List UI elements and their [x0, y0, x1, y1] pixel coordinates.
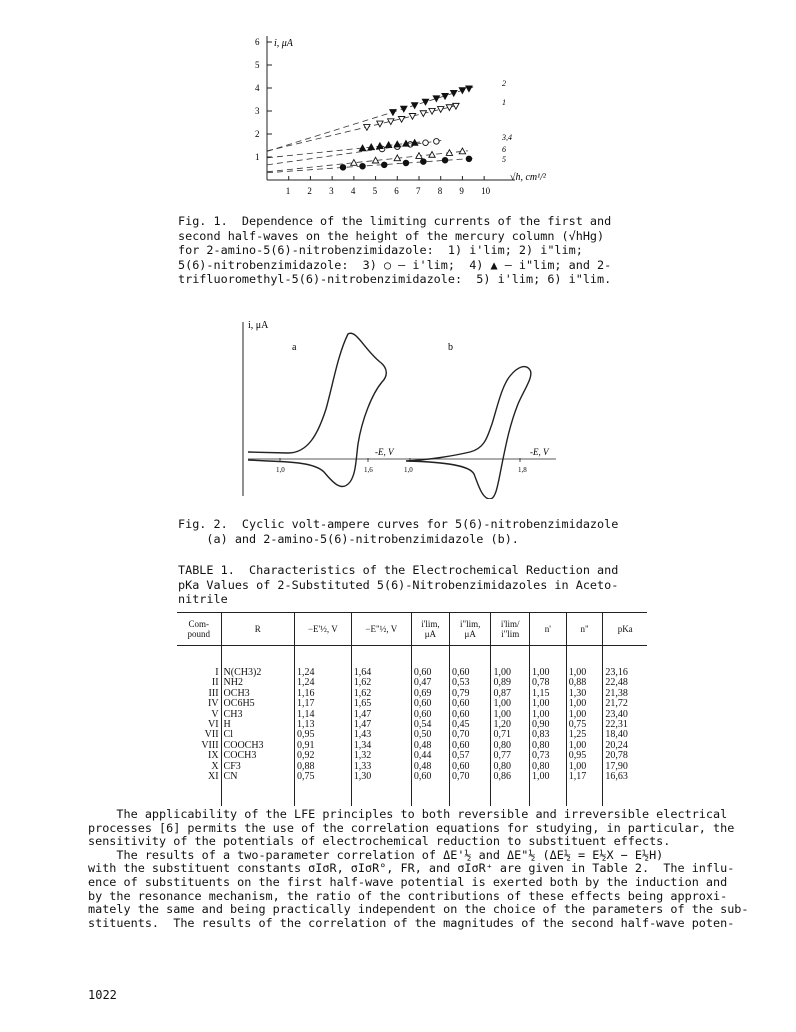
table-cell: 1,00: [529, 699, 566, 709]
figure-1-x-tick-label: 6: [394, 186, 399, 196]
table-cell: 1,00: [529, 772, 566, 806]
table-body: [177, 646, 647, 807]
curve-label: 3,4: [502, 133, 512, 142]
table-cell: 0,60: [449, 762, 490, 772]
table-cell: 16,63: [603, 772, 647, 806]
table-cell: 1,00: [491, 699, 530, 709]
curve-label: 5: [502, 155, 506, 164]
table-cell: 0,88: [566, 678, 603, 688]
data-point: [340, 165, 346, 171]
table-cell: 1,00: [566, 710, 603, 720]
figure-1-x-axis-label: √h, cm¹/²: [510, 172, 546, 183]
table-cell: 0,45: [449, 720, 490, 730]
curve-label: 6: [502, 145, 506, 154]
figure-1-y-tick-label: 6: [255, 37, 260, 47]
data-point: [377, 121, 383, 127]
data-point: [438, 107, 444, 113]
body-text-line: The results of a two-parameter correlation of ΔE'½ and ΔE"½ (ΔE½ = E½X − E½H): [88, 847, 664, 862]
figure-1-y-axis-label: i, μA: [274, 38, 293, 49]
table-cell: 1,34: [351, 741, 411, 751]
table-title-line: nitrile: [178, 592, 228, 606]
table-cell: 21,38: [603, 689, 647, 699]
body-text-line: by the resonance mechanism, the ratio of the contributions of these effects being approxi-: [88, 888, 728, 903]
figure-1-x-tick-label: 1: [285, 186, 291, 196]
data-point: [466, 86, 472, 92]
table-cell: 0,47: [411, 678, 449, 688]
panel-a-label: a: [292, 342, 297, 353]
body-text: [88, 808, 748, 930]
data-point: [421, 159, 427, 165]
table-row: [177, 646, 647, 679]
table-cell: 0,60: [449, 741, 490, 751]
table-cell: 17,90: [603, 762, 647, 772]
table-cell: 1,62: [351, 678, 411, 688]
table-cell: 0,50: [411, 730, 449, 740]
figure-1-x-tick-label: 4: [350, 186, 356, 196]
table-cell: COOCH3: [221, 741, 294, 751]
table-header-cell: −E"½, V: [351, 613, 411, 646]
table-cell: 0,69: [411, 689, 449, 699]
table-cell: NH2: [221, 678, 294, 688]
figure-1-caption-line: for 2-amino-5(6)-nitrobenzimidazole: 1) i'lim; 2) i"lim;: [178, 243, 583, 257]
table-cell: 1,00: [491, 710, 530, 720]
table-cell: 0,70: [449, 772, 490, 806]
figure-2-cyclic-voltammograms: [238, 314, 558, 499]
table-cell: 21,72: [603, 699, 647, 709]
data-point: [442, 157, 448, 163]
table-cell: XI: [207, 771, 219, 783]
table-cell: 0,87: [491, 689, 530, 699]
figure-2-caption: [178, 517, 648, 546]
table-title-line: TABLE 1. Characteristics of the Electrochemical Reduction and: [178, 563, 619, 577]
table-cell: VI: [207, 719, 219, 731]
data-point: [433, 96, 439, 102]
figure-1-x-tick-label: 9: [459, 186, 464, 196]
table-cell: IX: [207, 750, 219, 762]
table-cell: 0,80: [491, 762, 530, 772]
table-cell: 1,16: [294, 689, 351, 699]
table-cell: 1,65: [351, 699, 411, 709]
table-cell: 0,90: [529, 720, 566, 730]
figure-1-caption-line: second half-waves on the height of the mercury column (√hHg): [178, 228, 605, 243]
table-cell: 0,79: [449, 689, 490, 699]
curve-label: 2: [502, 79, 506, 88]
figure-1-y-tick-label: 3: [255, 106, 260, 116]
table-header-cell: i'lim, μA: [411, 613, 449, 646]
table-cell: 0,75: [566, 720, 603, 730]
table-cell: 0,57: [449, 751, 490, 761]
figure-1-x-tick-label: 7: [416, 186, 421, 196]
table-cell: 0,60: [411, 710, 449, 720]
data-point: [390, 110, 396, 116]
table-cell: 23,40: [603, 710, 647, 720]
table-header-cell: R: [221, 613, 294, 646]
table-cell: 1,47: [351, 710, 411, 720]
table-cell: 0,88: [294, 762, 351, 772]
table-cell: 1,20: [491, 720, 530, 730]
series-5: [267, 156, 474, 173]
panel-b-potential-label: -E, V: [530, 447, 549, 457]
table-cell: Cl: [221, 730, 294, 740]
body-text-line: processes [6] permits the use of the correlation equations for studying, in particular, the: [88, 820, 735, 835]
panel-b-label: b: [448, 342, 453, 353]
table-cell: 1,00: [566, 646, 603, 679]
table-cell: 0,78: [529, 678, 566, 688]
data-point: [409, 114, 415, 120]
figure-2-caption-line: (a) and 2-amino-5(6)-nitrobenzimidazole (b).: [178, 531, 519, 546]
table-cell: 1,17: [294, 699, 351, 709]
curve-label: 1: [502, 98, 506, 107]
figure-1-x-tick-label: 5: [372, 186, 378, 196]
table-cell: CN: [221, 772, 294, 806]
table-cell: 0,86: [491, 772, 530, 806]
panel-a-voltammogram: [248, 333, 386, 486]
table-cell: OC6H5: [221, 699, 294, 709]
figure-1-x-tick-label: 3: [329, 186, 334, 196]
table-cell: 0,95: [294, 730, 351, 740]
figure-1-x-tick-label: 10: [481, 186, 491, 196]
table-cell: N(CH3)2: [221, 646, 294, 679]
table-cell: 0,60: [411, 646, 449, 679]
table-cell: 1,00: [529, 710, 566, 720]
table-cell: V: [211, 708, 219, 720]
table-header-cell: −E'½, V: [294, 613, 351, 646]
table-cell: 22,31: [603, 720, 647, 730]
table-cell: 0,80: [529, 762, 566, 772]
panel-a-potential-label: -E, V: [375, 447, 394, 457]
figure-1-caption-line: trifluoromethyl-5(6)-nitrobenzimidazole: 5) i'lim; 6) i"lim.: [178, 272, 612, 286]
table-cell: 0,80: [529, 741, 566, 751]
body-text-line: stituents. The results of the correlation of the magnitudes of the second half-wave poten-: [88, 915, 735, 930]
table-cell: 1,47: [351, 720, 411, 730]
table-cell: 1,25: [566, 730, 603, 740]
table-cell: CF3: [221, 762, 294, 772]
page-number: 1022: [88, 988, 117, 1002]
table-cell: 1,43: [351, 730, 411, 740]
table-cell: 1,14: [294, 710, 351, 720]
figure-1-x-tick-label: 8: [437, 186, 443, 196]
table-cell: 0,60: [411, 772, 449, 806]
table-cell: 22,48: [603, 678, 647, 688]
table-cell: 1,33: [351, 762, 411, 772]
table-cell: 0,60: [449, 710, 490, 720]
table-cell: 0,70: [449, 730, 490, 740]
table-cell: 0,73: [529, 751, 566, 761]
figure-1-caption: [178, 214, 648, 287]
table-cell: 1,24: [294, 678, 351, 688]
data-point: [360, 163, 366, 169]
table-cell: COCH3: [221, 751, 294, 761]
body-text-line: ence of substituents on the first half-wave potential is exerted both by the induction and: [88, 874, 728, 889]
table-cell: III: [208, 687, 219, 699]
figure-1-y-tick-label: 2: [255, 129, 260, 139]
figure-1-y-tick-label: 4: [255, 83, 260, 93]
figure-1-y-tick-label: 1: [255, 152, 260, 162]
table-cell: 1,30: [566, 689, 603, 699]
table-cell: 0,83: [529, 730, 566, 740]
panel-a-tick-label-1: 1,0: [276, 466, 285, 474]
table-cell: 18,40: [603, 730, 647, 740]
figure-1-caption-line: Fig. 1. Dependence of the limiting currents of the first and: [178, 214, 612, 228]
body-text-line: mately the same and being practically independent on the choice of the parameters of the sub-: [88, 902, 749, 917]
data-point: [466, 156, 472, 162]
table-cell: 0,91: [294, 741, 351, 751]
table-cell: 0,48: [411, 762, 449, 772]
data-point: [381, 162, 387, 168]
table-header-cell: n': [529, 613, 566, 646]
table-cell: 0,44: [411, 751, 449, 761]
table-cell: 1,17: [566, 772, 603, 806]
table-cell: VII: [204, 729, 219, 741]
table-cell: 0,92: [294, 751, 351, 761]
table-cell: 1,00: [566, 741, 603, 751]
body-text-line: with the substituent constants σIσR, σIσR°, FR, and σIσR⁺ are given in Table 2. The influ-: [88, 861, 735, 876]
table-cell: 1,00: [491, 646, 530, 679]
table-cell: 0,80: [491, 741, 530, 751]
table-cell: 1,00: [529, 646, 566, 679]
figure-2-caption-line: Fig. 2. Cyclic volt-ampere curves for 5(6)-nitrobenzimidazole: [178, 517, 619, 531]
figure-1-caption-line: 5(6)-nitrobenzimidazole: 3) ○ — i'lim; 4) ▲ — i"lim; and 2-: [178, 257, 612, 272]
table-cell: H: [221, 720, 294, 730]
data-point: [422, 99, 428, 105]
series-1: [267, 103, 461, 151]
data-point: [420, 111, 426, 117]
panel-b-voltammogram: [406, 367, 531, 499]
table-cell: IV: [207, 698, 219, 710]
table-cell: 1,64: [351, 646, 411, 679]
table-cell: 1,62: [351, 689, 411, 699]
table-header-cell: Com- pound: [177, 613, 221, 646]
figure-1-axes: [255, 36, 515, 196]
data-point: [351, 160, 357, 166]
table-cell: 20,24: [603, 741, 647, 751]
table-cell: 0,95: [566, 751, 603, 761]
table-cell: 1,24: [294, 646, 351, 679]
series-6-fit-line: [267, 151, 468, 172]
data-point: [423, 140, 429, 146]
table-cell: I: [215, 667, 219, 678]
series-6: [267, 148, 468, 172]
table-1: [177, 612, 647, 806]
table-cell: 1,30: [351, 772, 411, 806]
figure-1-x-tick-label: 2: [307, 186, 312, 196]
figure-1-plot-area: [267, 79, 512, 173]
data-point: [429, 108, 435, 114]
table-cell: X: [211, 760, 219, 772]
table-cell: 1,15: [529, 689, 566, 699]
panel-b-tick-label-2: 1,8: [518, 466, 527, 474]
table-cell: VIII: [201, 739, 219, 751]
table-cell: 0,75: [294, 772, 351, 806]
table-1-title: [178, 563, 648, 607]
table-header-cell: n": [566, 613, 603, 646]
table-header-cell: i'lim/ i"lim: [491, 613, 530, 646]
table-cell: 0,54: [411, 720, 449, 730]
data-point: [411, 103, 417, 109]
table-cell: 20,78: [603, 751, 647, 761]
data-point: [368, 144, 374, 150]
table-cell: 1,13: [294, 720, 351, 730]
panel-a-tick-label-2: 1,6: [364, 466, 373, 474]
table-cell: 1,00: [566, 762, 603, 772]
table-cell: CH3: [221, 710, 294, 720]
table-header-cell: i"lim, μA: [449, 613, 490, 646]
table-cell: OCH3: [221, 689, 294, 699]
table-cell: 23,16: [603, 646, 647, 679]
figure-1-y-tick-label: 5: [255, 60, 260, 70]
table-cell: 0,71: [491, 730, 530, 740]
table-cell: 0,77: [491, 751, 530, 761]
table-cell: 0,89: [491, 678, 530, 688]
table-header-cell: pKa: [603, 613, 647, 646]
table-cell: 0,60: [411, 699, 449, 709]
body-text-line: sensitivity of the potentials of electrochemical reduction to substituent effects.: [88, 834, 671, 849]
table-cell: 1,00: [566, 699, 603, 709]
table-cell: 0,60: [449, 646, 490, 679]
table-row: [177, 772, 647, 806]
table-cell: II: [211, 677, 219, 689]
data-point: [429, 152, 435, 158]
table-cell: 0,48: [411, 741, 449, 751]
table-title-line: pKa Values of 2-Substituted 5(6)-Nitrobenzimidazoles in Aceto-: [178, 577, 619, 592]
series-2: [267, 86, 474, 151]
table-cell: 0,53: [449, 678, 490, 688]
body-text-line: The applicability of the LFE principles to both reversible and irreversible electrical: [88, 807, 728, 821]
figure-1-chart: [240, 28, 600, 208]
figure-2-y-axis-label: i, μA: [248, 320, 269, 331]
table-cell: 0,60: [449, 699, 490, 709]
data-point: [459, 148, 465, 154]
panel-b-tick-label-1: 1,0: [404, 466, 413, 474]
data-point: [398, 116, 404, 122]
table-header-row: [177, 613, 647, 646]
data-point: [403, 160, 409, 166]
table-cell: 1,32: [351, 751, 411, 761]
data-point: [434, 139, 440, 145]
data-point: [459, 88, 465, 94]
